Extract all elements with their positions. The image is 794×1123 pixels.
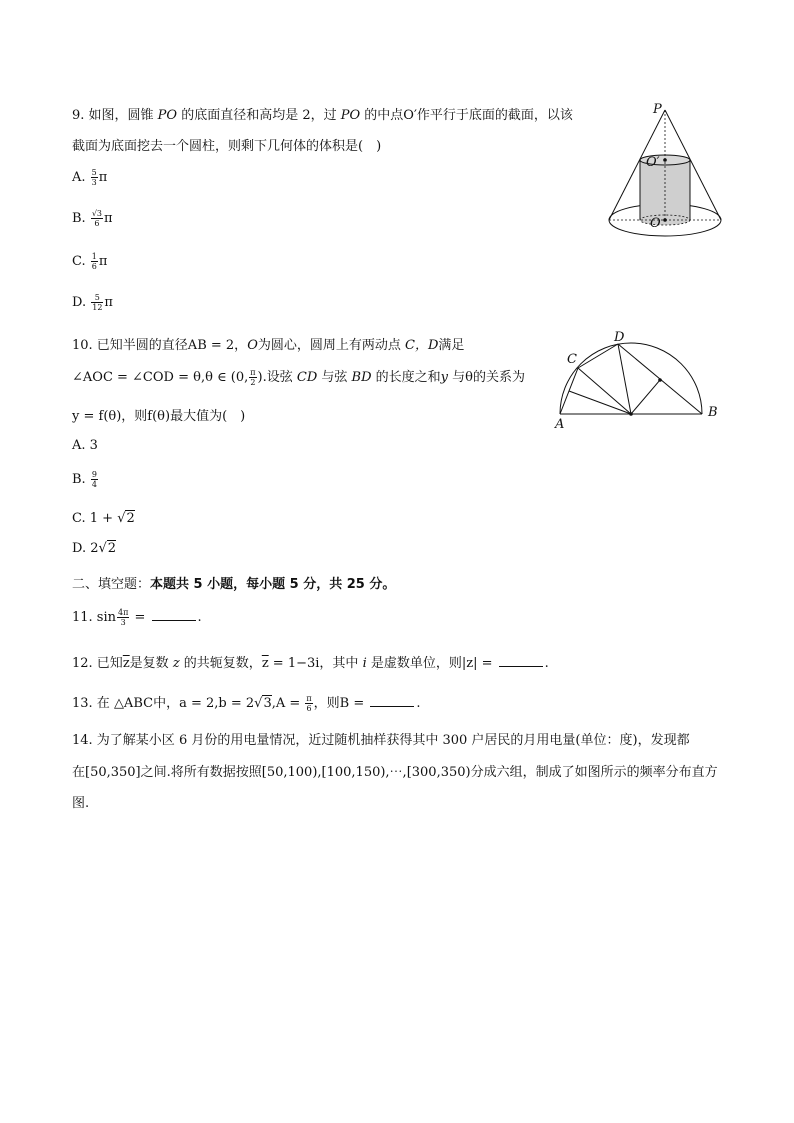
point-o-prime bbox=[663, 158, 667, 162]
point-mid-bd bbox=[658, 378, 662, 382]
semicircle-arc bbox=[560, 343, 702, 414]
option-label: D. bbox=[72, 295, 91, 310]
q10-o: O bbox=[247, 338, 258, 353]
q10-text: 为圆心，圆周上有两动点 bbox=[257, 338, 405, 353]
label-o-prime: O′ bbox=[646, 155, 660, 170]
pi-symbol: π bbox=[104, 211, 113, 226]
answer-blank[interactable] bbox=[499, 656, 543, 667]
q9-option-c bbox=[72, 252, 107, 271]
q14-line1: 14. 为了解某小区 6 月份的用电量情况，近过随机抽样获得其中 300 户居民的月用电量(单位：度)，发现都 bbox=[72, 733, 690, 748]
q10-text: 满足 bbox=[438, 338, 465, 353]
section-prefix: 二、填空题： bbox=[72, 577, 151, 592]
point-o bbox=[663, 218, 667, 222]
q13-text: ，则B = bbox=[313, 696, 369, 711]
fraction bbox=[249, 368, 256, 387]
q13-text: ,A = bbox=[271, 696, 305, 711]
answer-blank[interactable] bbox=[152, 610, 196, 621]
fraction bbox=[91, 470, 98, 489]
q12-text: 的共轭复数， bbox=[179, 656, 262, 671]
radicand: 3 bbox=[263, 696, 272, 711]
fraction bbox=[91, 252, 98, 271]
label-d: D bbox=[614, 330, 625, 345]
q12-text: 12. 已知 bbox=[72, 656, 123, 671]
numerator: π bbox=[306, 694, 312, 703]
denominator: 6 bbox=[91, 262, 97, 271]
segment-o-mid-bd bbox=[631, 380, 660, 414]
q10-option-c: C. 1 + √2 bbox=[72, 511, 135, 526]
fraction bbox=[91, 293, 103, 312]
numerator: √3 bbox=[91, 209, 103, 218]
numerator: 5 bbox=[91, 293, 103, 303]
denominator: 6 bbox=[306, 704, 312, 713]
q13-end: . bbox=[416, 696, 421, 711]
q14-line2: 在[50,350]之间.将所有数据按照[50,100),[100,150),⋯,[300,350)分成六组，制成了如图所示的频率分布直方 bbox=[72, 765, 718, 780]
q10-text: ).设弦 bbox=[257, 370, 297, 385]
denominator: 6 bbox=[94, 219, 100, 228]
answer-blank[interactable] bbox=[370, 696, 414, 707]
label-b: B bbox=[708, 405, 718, 420]
q10-text: 与弦 bbox=[317, 370, 352, 385]
label-o: O bbox=[650, 216, 661, 231]
numerator: 5 bbox=[91, 168, 97, 177]
option-label: B. bbox=[72, 211, 90, 226]
semicircle-figure bbox=[550, 330, 730, 430]
q10-text: 的长度之和 bbox=[371, 370, 441, 385]
q10-option-a: A. 3 bbox=[72, 438, 98, 453]
z-var: z bbox=[172, 656, 180, 671]
q13-line: 13. 在 △ABC中，a = 2,b = 2√3,A = $\frac{\pi}{6}$ ，则B = . bbox=[72, 694, 421, 713]
z-conjugate: $\overline{z}$ bbox=[261, 656, 269, 671]
option-label: D. 2 bbox=[72, 541, 99, 556]
q9-option-d bbox=[72, 293, 113, 312]
section-heading bbox=[72, 573, 395, 592]
q12-line bbox=[72, 652, 549, 671]
q9-po: PO bbox=[157, 108, 178, 123]
denominator: 2 bbox=[250, 378, 256, 387]
option-label: B. bbox=[72, 472, 90, 487]
cone-figure bbox=[600, 98, 730, 243]
segment-o-mid-ac bbox=[569, 391, 631, 414]
radius-oc bbox=[578, 368, 631, 414]
q10-option-b bbox=[72, 470, 99, 489]
q10-text: 10. 已知半圆的直径AB = 2， bbox=[72, 338, 248, 353]
q9-text: 的中点O′作平行于底面的截面，以该 bbox=[360, 108, 573, 123]
q12-text: = 1−3i，其中 bbox=[268, 656, 363, 671]
q10-bd: BD bbox=[351, 370, 372, 385]
q10-line1 bbox=[72, 334, 464, 353]
q10-option-d: D. 2√2 bbox=[72, 541, 117, 556]
q9-text: 的底面直径和高均是 2，过 bbox=[177, 108, 341, 123]
numerator: 9 bbox=[91, 470, 97, 479]
q9-po: PO bbox=[340, 108, 361, 123]
chord-cd bbox=[578, 344, 618, 368]
q10-line3: y = f(θ)，则f(θ)最大值为( ) bbox=[72, 409, 246, 424]
q11-text: 11. sin bbox=[72, 610, 117, 625]
q10-cd: CD bbox=[296, 370, 318, 385]
q9-text: 9. 如图，圆锥 bbox=[72, 108, 158, 123]
q14-line3: 图. bbox=[72, 796, 90, 811]
pi-symbol: π bbox=[98, 170, 108, 185]
q13-text: 13. 在 △ABC中，a = 2,b = 2 bbox=[72, 696, 255, 711]
fraction bbox=[117, 608, 129, 627]
radius-od bbox=[618, 344, 631, 414]
denominator: 4 bbox=[91, 480, 97, 489]
radicand: 2 bbox=[126, 511, 135, 526]
q11-eq: = bbox=[130, 610, 150, 625]
q9-line2: 截面为底面挖去一个圆柱，则剩下几何体的体积是( ) bbox=[72, 139, 382, 154]
denominator: 3 bbox=[120, 618, 126, 627]
q9-option-a bbox=[72, 168, 107, 187]
fraction bbox=[91, 209, 103, 228]
pi-symbol: π bbox=[104, 295, 113, 310]
radicand: 2 bbox=[107, 541, 117, 556]
numerator: 4π bbox=[118, 608, 129, 617]
denominator: 12 bbox=[92, 303, 103, 312]
label-p: P bbox=[653, 102, 662, 117]
pi-symbol: π bbox=[98, 254, 108, 269]
q10-text: ∠AOC = ∠COD = θ,θ ∈ (0, bbox=[72, 370, 249, 385]
q11-line bbox=[72, 608, 202, 627]
i-var: i bbox=[362, 656, 367, 671]
q12-text: 是复数 bbox=[129, 656, 173, 671]
label-c: C bbox=[567, 352, 577, 367]
q9-line1 bbox=[72, 104, 573, 123]
label-a: A bbox=[555, 417, 565, 430]
fraction bbox=[305, 694, 312, 713]
option-label: C. bbox=[72, 254, 90, 269]
point-center bbox=[629, 412, 633, 416]
numerator: 1 bbox=[91, 252, 97, 261]
z-conjugate: $\overline{z}$ bbox=[122, 656, 130, 671]
q10-text: 与θ的关系为 bbox=[448, 370, 525, 385]
fraction bbox=[91, 168, 98, 187]
q10-cd: C，D bbox=[405, 338, 439, 353]
q9-option-b bbox=[72, 209, 113, 228]
option-label: A. bbox=[72, 170, 90, 185]
option-label: C. 1 + bbox=[72, 511, 118, 526]
section-rest: 本题共 5 小题，每小题 5 分，共 25 分。 bbox=[150, 577, 396, 592]
q12-text: 是虚数单位，则|z| = bbox=[366, 656, 497, 671]
q10-line2 bbox=[72, 366, 525, 387]
q11-end: . bbox=[197, 610, 202, 625]
denominator: 3 bbox=[91, 178, 97, 187]
q12-end: . bbox=[544, 656, 549, 671]
numerator: π bbox=[250, 368, 256, 377]
q10-y: y bbox=[440, 370, 449, 385]
